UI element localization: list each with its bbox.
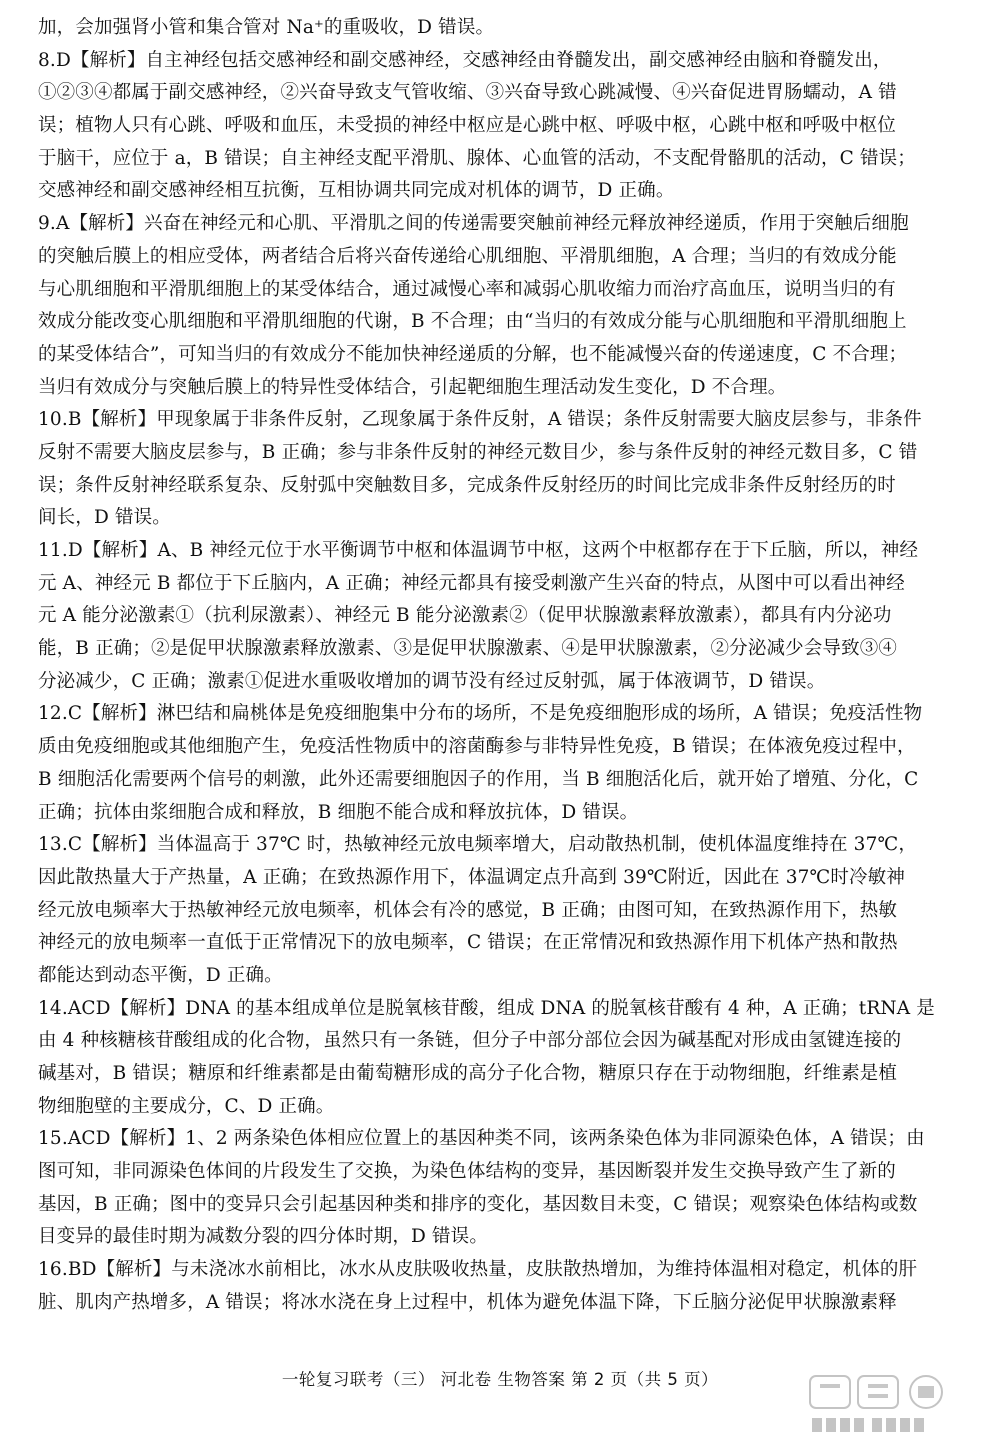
text-line: 的某受体结合”，可知当归的有效成分不能加快神经递质的分解，也不能减慢兴奋的传递速度，C 不合理； <box>38 343 908 365</box>
text-line: 15.ACD【解析】1、2 两条染色体相应位置上的基因种类不同，该两条染色体为非同源染色体，A 错误；由 <box>38 1128 925 1150</box>
text-line: 与心肌细胞和平滑肌细胞上的某受体结合，通过减慢心率和减弱心肌收缩力而治疗高血压，说明当归的有 <box>38 278 896 300</box>
text-line: 于脑干，应位于 a，B 错误；自主神经支配平滑肌、腺体、心血管的活动，不支配骨骼肌的活动，C 错误； <box>38 147 916 169</box>
text-line: 因此散热量大于产热量，A 正确；在致热源作用下，体温调定点升高到 39℃附近，因此在 37℃时冷敏神 <box>38 866 905 888</box>
text-line: 都能达到动态平衡，D 正确。 <box>38 964 283 986</box>
text-line: 效成分能改变心肌细胞和平滑肌细胞的代谢，B 不合理；由“当归的有效成分能与心肌细胞和平滑肌细胞上 <box>38 311 907 333</box>
text-line: 交感神经和副交感神经相互抗衡，互相协调共同完成对机体的调节，D 正确。 <box>38 180 675 202</box>
text-line: 由 4 种核糖核苷酸组成的化合物，虽然只有一条链，但分子中部分部位会因为碱基配对形成由氢键连接的 <box>38 1030 902 1052</box>
text-line: 碱基对，B 错误；糖原和纤维素都是由葡萄糖形成的高分子化合物，糖原只存在于动物细胞，纤维素是植 <box>38 1063 898 1084</box>
text-line: 加，会加强肾小管和集合管对 Na⁺的重吸收，D 错误。 <box>38 17 495 38</box>
text-line: 经元放电频率大于热敏神经元放电频率，机体会有冷的感觉，B 正确；由图可知，在致热源作用下，热敏 <box>38 899 898 921</box>
page-footer: 一轮复习联考（三） 河北卷 生物答案 第 2 页（共 5 页） <box>281 1370 719 1389</box>
text-line: 13.C【解析】当体温高于 37℃ 时，热敏神经元放电频率增大，启动散热机制，使机体温度维持在 37℃， <box>38 834 917 856</box>
text-line: 误；植物人只有心跳、呼吸和血压，未受损的神经中枢应是心跳中枢、呼吸中枢，心跳中枢和呼吸中枢位 <box>38 115 896 137</box>
text-line: 目变异的最佳时期为减数分裂的四分体时期，D 错误。 <box>38 1226 488 1248</box>
text-line: 8.D【解析】自主神经包括交感神经和副交感神经，交感神经由脊髓发出，副交感神经由脑和脊髓发出， <box>38 49 892 71</box>
text-line: 误；条件反射神经联系复杂、反射弧中突触数目多，完成条件反射经历的时间比完成非条件反射经历的时 <box>38 474 896 496</box>
text-line: 元 A 能分泌激素①（抗利尿激素）、神经元 B 能分泌激素②（促甲状腺激素释放激素），都具有内分泌功 <box>38 605 892 627</box>
text-line: 物细胞壁的主要成分，C、D 正确。 <box>38 1095 335 1117</box>
text-line: B 细胞活化需要两个信号的刺激，此外还需要细胞因子的作用，当 B 细胞活化后，就开始了增殖、分化，C <box>38 768 919 790</box>
text-line: 当归有效成分与突触后膜上的特异性受体结合，引起靶细胞生理活动发生变化，D 不合理。 <box>38 376 787 398</box>
text-line: 的突触后膜上的相应受体，两者结合后将兴奋传递给心肌细胞、平滑肌细胞，A 合理；当归的有效成分能 <box>38 245 897 267</box>
text-line: 12.C【解析】淋巴结和扁桃体是免疫细胞集中分布的场所，不是免疫细胞形成的场所，A 错误；免疫活性物 <box>38 703 923 725</box>
text-line: 正确；抗体由浆细胞合成和释放，B 细胞不能合成和释放抗体，D 错误。 <box>38 801 639 823</box>
text-line: 神经元的放电频率一直低于正常情况下的放电频率，C 错误；在正常情况和致热源作用下机体产热和散热 <box>38 932 898 954</box>
text-line: 元 A、神经元 B 都位于下丘脑内，A 正确；神经元都具有接受刺激产生兴奋的特点，从图中可以看出神经 <box>38 572 905 594</box>
text-line: 9.A【解析】兴奋在神经元和心肌、平滑肌之间的传递需要突触前神经元释放神经递质，作用于突触后细胞 <box>38 213 909 235</box>
text-line: 反射不需要大脑皮层参与，B 正确；参与非条件反射的神经元数目少，参与条件反射的神经元数目多，C 错 <box>38 441 918 463</box>
text-line: 脏、肌肉产热增多，A 错误；将冰水浇在身上过程中，机体为避免体温下降，下丘脑分泌促甲状腺激素释 <box>38 1291 897 1313</box>
text-line: 11.D【解析】A、B 神经元位于水平衡调节中枢和体温调节中枢，这两个中枢都存在于下丘脑，所以，神经 <box>38 540 919 561</box>
text-line: 间长，D 错误。 <box>38 507 171 529</box>
text-line: 能，B 正确；②是促甲状腺激素释放激素、③是促甲状腺激素、④是甲状腺激素，②分泌减少会导致③④ <box>38 638 898 660</box>
text-line: ①②③④都属于副交感神经，②兴奋导致支气管收缩、③兴奋导致心跳减慢、④兴奋促进胃肠蠕动，A 错 <box>38 82 897 104</box>
text-line: 10.B【解析】甲现象属于非条件反射，乙现象属于条件反射，A 错误；条件反射需要大脑皮层参与，非条件 <box>38 409 922 431</box>
watermark-logo <box>806 1372 982 1438</box>
text-line: 分泌减少，C 正确；激素①促进水重吸收增加的调节没有经过反射弧，属于体液调节，D 错误。 <box>38 670 826 692</box>
text-line: 图可知，非同源染色体间的片段发生了交换，为染色体结构的变异，基因断裂并发生交换导致产生了新的 <box>38 1161 896 1183</box>
text-line: 16.BD【解析】与未浇冰水前相比，冰水从皮肤吸收热量，皮肤散热增加，为维持体温相对稳定，机体的肝 <box>38 1259 918 1281</box>
text-line: 14.ACD【解析】DNA 的基本组成单位是脱氧核苷酸，组成 DNA 的脱氧核苷酸有 4 种，A 正确；tRNA 是 <box>38 997 935 1019</box>
text-line: 质由免疫细胞或其他细胞产生，免疫活性物质中的溶菌酶参与非特异性免疫，B 错误；在体液免疫过程中， <box>38 736 916 758</box>
answer-text-body <box>38 12 962 1320</box>
text-line: 基因，B 正确；图中的变异只会引起基因种类和排序的变化，基因数目未变，C 错误；观察染色体结构或数 <box>38 1193 918 1215</box>
